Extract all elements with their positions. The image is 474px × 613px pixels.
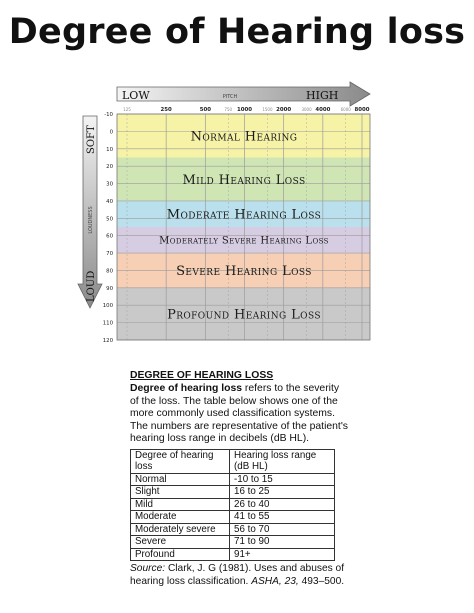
frequency-label: 250 — [160, 107, 172, 113]
table-cell-range: 56 to 70 — [230, 523, 335, 536]
band-label: Profound Hearing Loss — [167, 307, 321, 323]
audiogram-chart — [0, 70, 474, 350]
db-tick-labels — [103, 112, 114, 344]
frequency-label: 750 — [224, 107, 233, 112]
table-cell-range: 91+ — [230, 548, 335, 561]
source-pages: 493–500. — [298, 575, 345, 587]
frequency-label: 1500 — [262, 107, 273, 112]
db-tick-label: 100 — [102, 303, 113, 310]
table-cell-degree: Mild — [131, 498, 230, 511]
table-row — [131, 536, 335, 549]
frequency-label: 2000 — [276, 107, 292, 113]
band-label: Severe Hearing Loss — [176, 264, 312, 280]
info-description-bold: Degree of hearing loss — [130, 383, 243, 394]
loudness-arrow — [78, 116, 102, 308]
db-tick-label: 90 — [106, 285, 113, 292]
band-label: Moderately Severe Hearing Loss — [159, 235, 329, 247]
table-cell-degree: Moderate — [131, 511, 230, 524]
table-cell-degree: Normal — [131, 473, 230, 486]
band-label: Moderate Hearing Loss — [166, 207, 322, 223]
frequency-label: 125 — [123, 107, 131, 112]
db-tick-label: 70 — [106, 251, 113, 258]
info-description — [130, 383, 350, 446]
pitch-arrow — [117, 82, 370, 106]
frequency-label: 500 — [199, 107, 211, 113]
frequency-label: 6000 — [340, 107, 351, 112]
db-tick-label: -10 — [104, 112, 113, 118]
loudness-loud-label: LOUD — [86, 270, 97, 302]
loudness-soft-label: SOFT — [86, 125, 97, 154]
db-tick-label: 10 — [106, 146, 113, 153]
page-title: Degree of Hearing loss — [8, 12, 466, 52]
table-cell-range: 71 to 90 — [230, 536, 335, 549]
table-cell-range: 41 to 55 — [230, 511, 335, 524]
source-citation — [130, 563, 350, 588]
db-tick-label: 0 — [109, 129, 113, 136]
source-label: Source: — [130, 563, 166, 575]
table-cell-degree: Severe — [131, 536, 230, 549]
db-tick-label: 60 — [106, 233, 113, 240]
db-tick-label: 110 — [102, 320, 113, 327]
table-row — [131, 523, 335, 536]
classification-table — [130, 449, 335, 562]
db-tick-label: 80 — [106, 268, 113, 275]
pitch-center-label: PITCH — [222, 94, 238, 100]
frequency-label: 8000 — [354, 107, 370, 113]
table-cell-range: Hearing loss range (dB HL) — [230, 449, 335, 473]
table-row — [131, 498, 335, 511]
frequency-label: 3000 — [301, 107, 312, 112]
table-cell-range: -10 to 15 — [230, 473, 335, 486]
db-tick-label: 20 — [106, 164, 113, 171]
table-cell-degree: Degree of hearing loss — [131, 449, 230, 473]
band-label: Normal Hearing — [190, 129, 298, 145]
table-row — [131, 486, 335, 499]
table-cell-degree: Slight — [131, 486, 230, 499]
info-section — [130, 370, 350, 588]
table-header-row — [131, 449, 335, 473]
info-description-text: refers to the severity of the loss. The table below shows one of the more commonly used classification systems. The numbers are representative of the patient's hearing loss range in decibels (dB HL). — [130, 383, 349, 445]
pitch-low-label: LOW — [122, 89, 150, 102]
source-text: Clark, J. G (1981). Uses and abuses of hearing loss classification. — [130, 563, 345, 587]
db-tick-label: 120 — [102, 338, 113, 344]
table-cell-degree: Profound — [131, 548, 230, 561]
table-row — [131, 511, 335, 524]
table-row — [131, 473, 335, 486]
db-tick-label: 50 — [106, 216, 113, 223]
info-heading: DEGREE OF HEARING LOSS — [130, 370, 274, 381]
loudness-center-label: LOUDNESS — [88, 206, 94, 234]
db-tick-label: 30 — [106, 181, 113, 188]
frequency-label: 1000 — [236, 107, 253, 113]
pitch-high-label: HIGH — [306, 89, 339, 102]
frequency-labels — [123, 107, 370, 113]
table-cell-range: 16 to 25 — [230, 486, 335, 499]
table-cell-degree: Moderately severe — [131, 523, 230, 536]
frequency-label: 4000 — [315, 107, 331, 113]
table-row — [131, 548, 335, 561]
db-tick-label: 40 — [106, 198, 113, 205]
source-journal: ASHA, 23, — [251, 575, 299, 587]
table-cell-range: 26 to 40 — [230, 498, 335, 511]
hearing-bands — [117, 114, 370, 340]
band-label: Mild Hearing Loss — [182, 172, 306, 188]
